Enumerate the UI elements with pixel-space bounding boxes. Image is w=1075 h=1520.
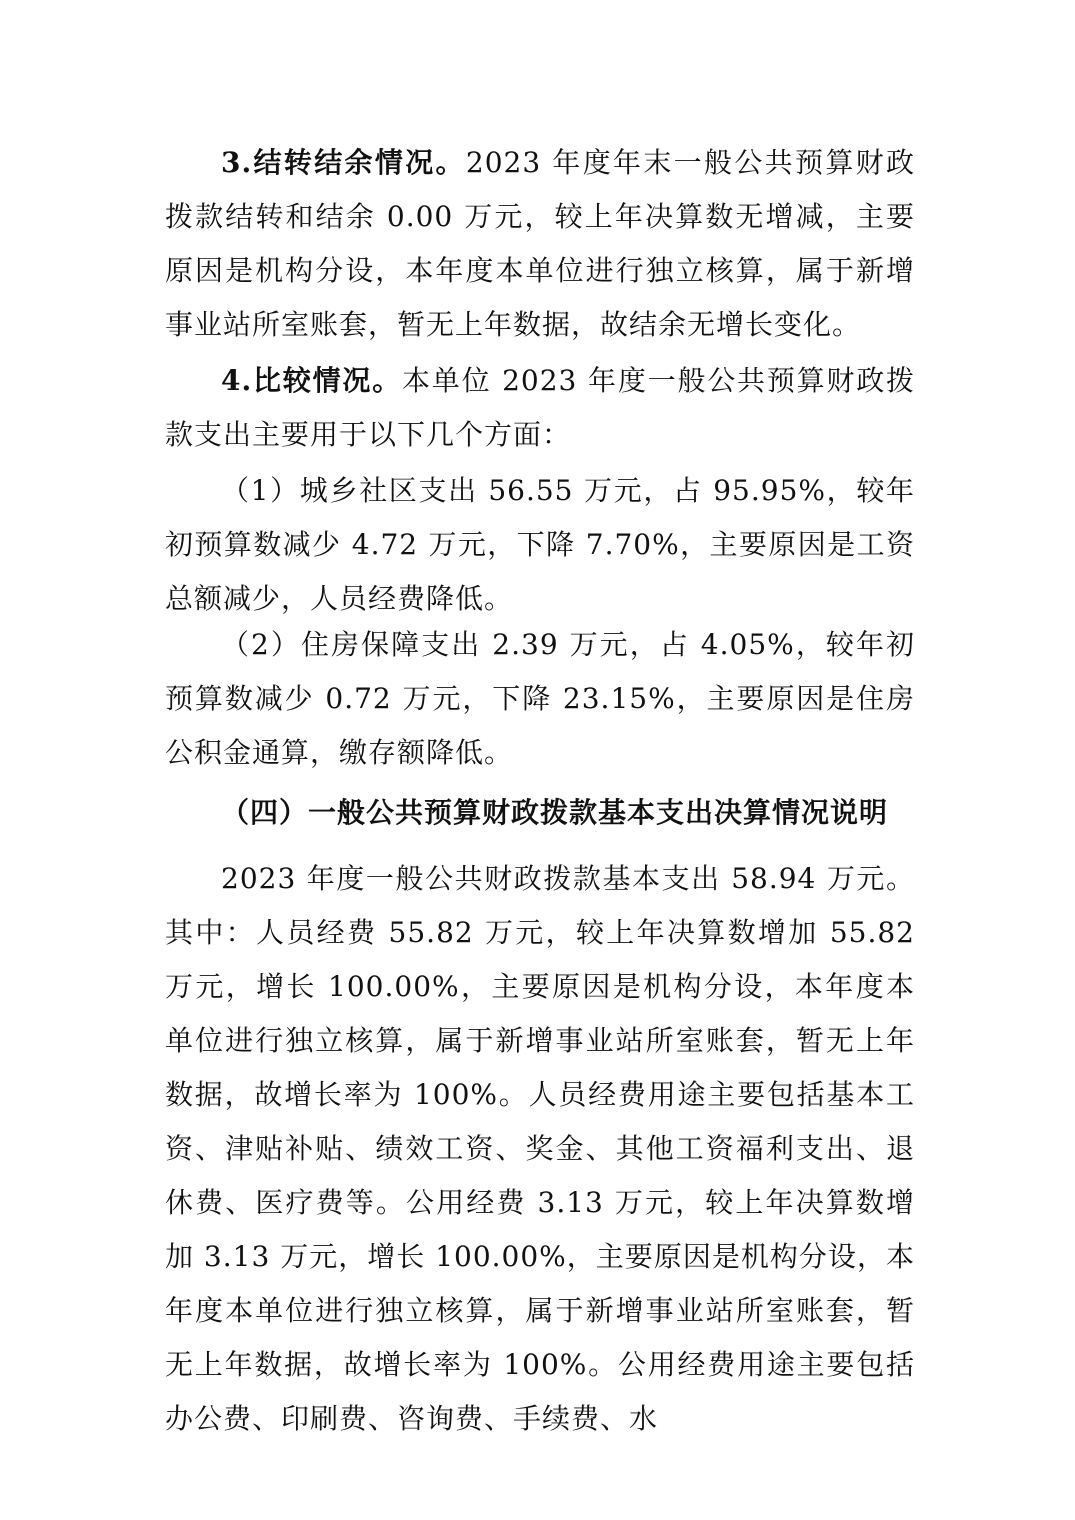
paragraph-lead-comparison: 4.比较情况。 (221, 364, 403, 397)
paragraph-housing-expense: （2）住房保障支出 2.39 万元，占 4.05%，较年初预算数减少 0.72 万元，下降 23.15%，主要原因是住房公积金通算，缴存额降低。 (165, 628, 915, 769)
paragraph-carryover-balance (165, 136, 915, 352)
section-heading: （四）一般公共预算财政拨款基本支出决算情况说明 (221, 796, 889, 829)
paragraph-body-comparison: 本单位 2023 年度一般公共预算财政拨款支出主要用于以下几个方面： (165, 364, 916, 451)
paragraph-lead-carryover: 3.结转结余情况。 (221, 146, 466, 179)
paragraph-basic-expense: 2023 年度一般公共财政拨款基本支出 58.94 万元。其中：人员经费 55.82 万元，较上年决算数增加 55.82 万元，增长 100.00%，主要原因是机构分设，本年度本单位进行独立核算，属于新增事业站所室账套，暂无上年数据，故增长率为 100%。人员经费用途主要包括基本工资、津贴补贴、绩效工资、奖金、其他工资福利支出、退休费、医疗费等。公用经费 3.13 万元，较上年决算数增加 3.13 万元，增长 100.00%，主要原因是机构分设，本年度本单位进行独立核算，属于新增事业站所室账套，暂无上年数据，故增长率为 100%。公用经费用途主要包括办公费、印刷费、咨询费、手续费、水 (165, 862, 915, 1435)
paragraph-urban-rural-expense: （1）城乡社区支出 56.55 万元，占 95.95%，较年初预算数减少 4.72 万元，下降 7.70%，主要原因是工资总额减少，人员经费降低。 (165, 474, 915, 615)
paragraph-comparison (165, 354, 915, 462)
paragraph-body-carryover: 2023 年度年末一般公共预算财政拨款结转和结余 0.00 万元，较上年决算数无增减，主要原因是机构分设，本年度本单位进行独立核算，属于新增事业站所室账套，暂无上年数据，故结余无增长变化。 (165, 146, 915, 341)
